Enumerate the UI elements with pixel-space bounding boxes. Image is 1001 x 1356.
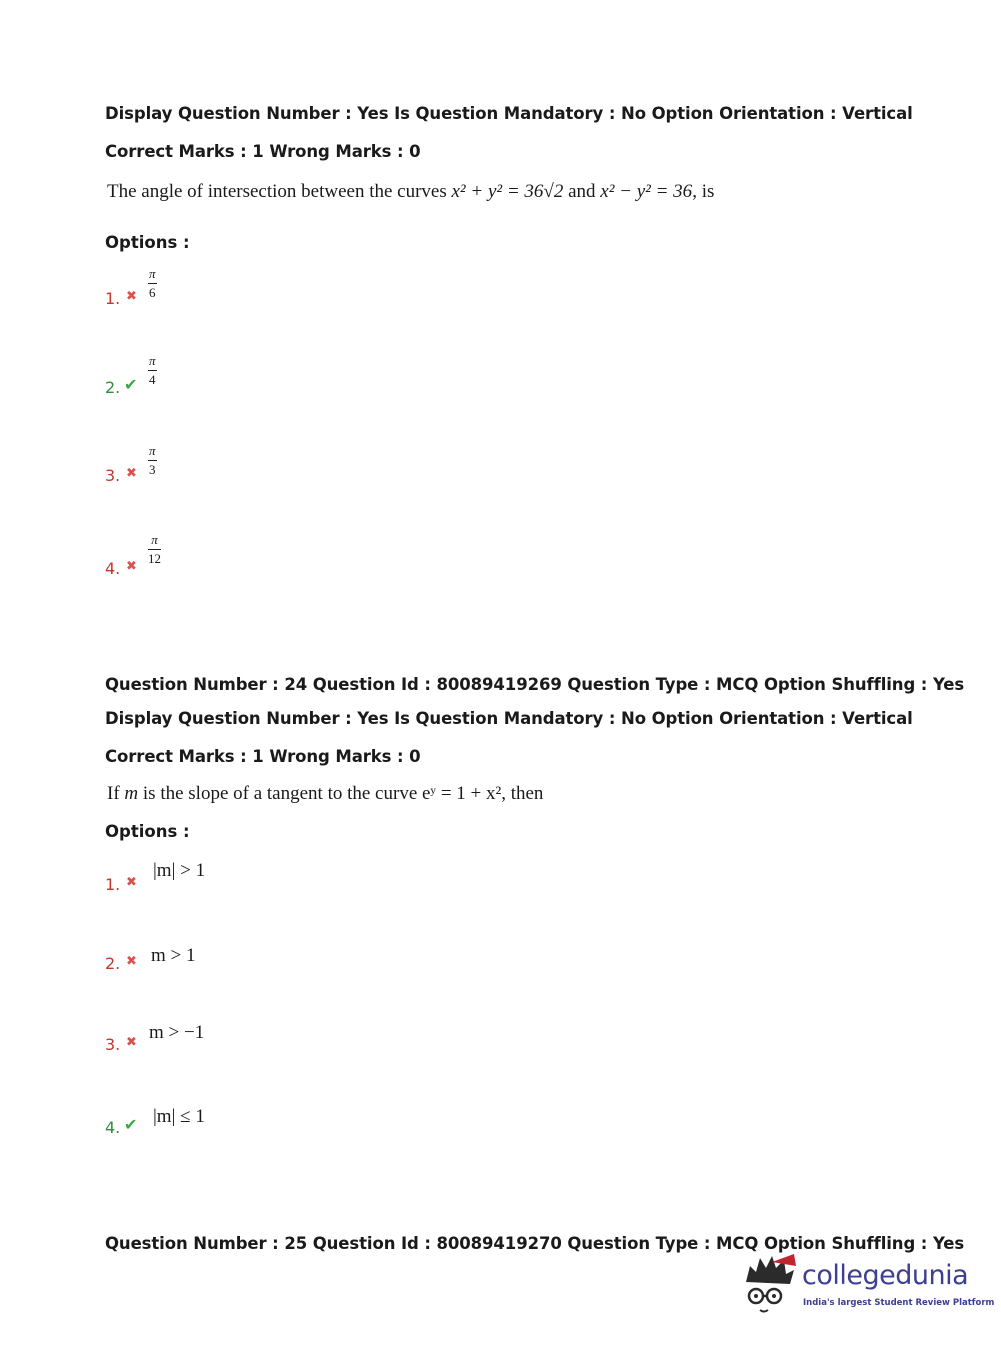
check-icon: ✔ <box>124 1115 138 1134</box>
logo-name: collegedunia <box>802 1260 969 1291</box>
q23-option-3-number: 3. <box>105 466 121 485</box>
cross-icon: ✖ <box>126 875 137 890</box>
q24-question-text: If m is the slope of a tangent to the curve eʸ = 1 + x², then <box>107 783 544 804</box>
q23-meta-display: Display Question Number : Yes Is Question Mandatory : No Option Orientation : Vertical <box>105 104 913 123</box>
cross-icon: ✖ <box>126 466 137 481</box>
q24-option-1-number: 1. <box>105 875 121 894</box>
q23-meta-marks: Correct Marks : 1 Wrong Marks : 0 <box>105 142 421 161</box>
q24-option-1-expression: |m| > 1 <box>153 860 206 881</box>
cross-icon: ✖ <box>126 1035 137 1050</box>
q24-meta-number: Question Number : 24 Question Id : 80089419269 Question Type : MCQ Option Shuffling : Yes <box>105 675 965 694</box>
check-icon: ✔ <box>124 375 138 394</box>
q23-option-4-number: 4. <box>105 559 121 578</box>
q24-meta-display: Display Question Number : Yes Is Question Mandatory : No Option Orientation : Vertical <box>105 709 913 728</box>
q24-option-3-expression: m > −1 <box>149 1022 205 1043</box>
q23-question-text: The angle of intersection between the curves x² + y² = 36√2 and x² − y² = 36, is <box>107 181 715 202</box>
q24-options-label: Options : <box>105 822 190 841</box>
cross-icon: ✖ <box>126 559 137 574</box>
q23-option-4-fraction: π 12 <box>148 532 161 566</box>
q24-option-2-expression: m > 1 <box>151 945 196 966</box>
q23-options-label: Options : <box>105 233 190 252</box>
q23-option-1-fraction: π 6 <box>149 266 156 300</box>
q23-option-2-fraction: π 4 <box>149 353 156 387</box>
q24-option-4-number: 4. <box>105 1118 121 1137</box>
q23-option-2-number: 2. <box>105 378 121 397</box>
logo-tagline: India's largest Student Review Platform <box>803 1298 995 1308</box>
q24-meta-marks: Correct Marks : 1 Wrong Marks : 0 <box>105 747 421 766</box>
q23-option-1-number: 1. <box>105 289 121 308</box>
q24-option-3-number: 3. <box>105 1035 121 1054</box>
q25-meta-number: Question Number : 25 Question Id : 80089419270 Question Type : MCQ Option Shuffling : Yes <box>105 1234 965 1253</box>
cross-icon: ✖ <box>126 289 137 304</box>
q24-option-4-expression: |m| ≤ 1 <box>153 1106 205 1127</box>
q23-option-3-fraction: π 3 <box>149 443 156 477</box>
collegedunia-logo <box>742 1252 995 1318</box>
mascot-icon <box>742 1252 802 1318</box>
q24-option-2-number: 2. <box>105 954 121 973</box>
cross-icon: ✖ <box>126 954 137 969</box>
